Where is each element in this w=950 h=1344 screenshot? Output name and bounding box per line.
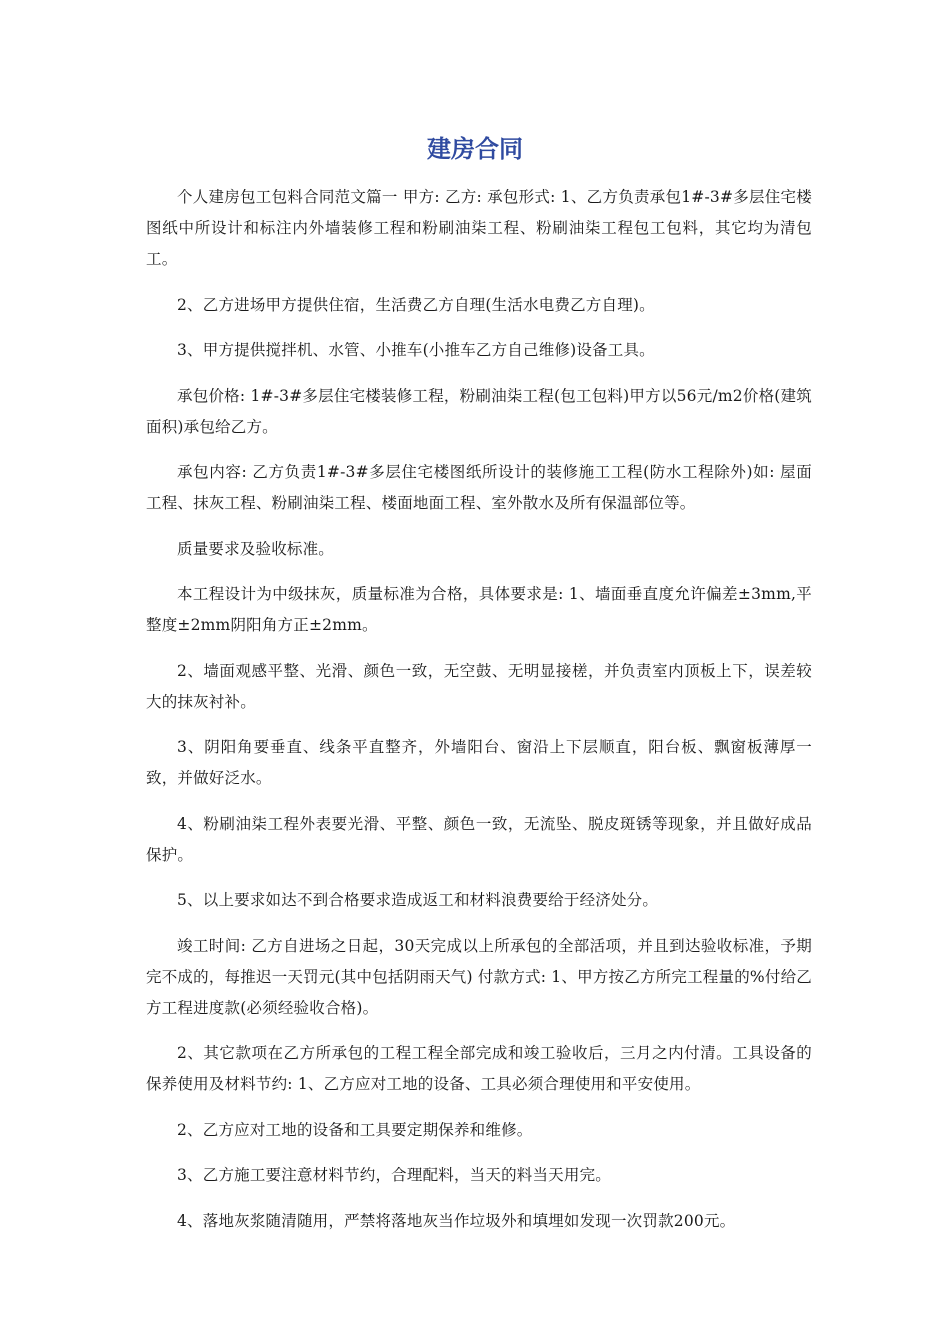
paragraph-contract-scope: 承包内容: 乙方负责1#-3#多层住宅楼图纸所设计的装修施工工程(防水工程除外)如: 屋面工程、抹灰工程、粉刷油柒工程、楼面地面工程、室外散水及所有保温部位等。 xyxy=(146,463,812,512)
paragraph-quality-heading: 质量要求及验收标准。 xyxy=(177,539,335,558)
paragraph-contract-price: 承包价格: 1#-3#多层住宅楼装修工程，粉刷油柒工程(包工包料)甲方以56元/m2价格(建筑面积)承包给乙方。 xyxy=(146,386,812,436)
paragraph-maintenance: 2、乙方应对工地的设备和工具要定期保养和维修。 xyxy=(177,1120,533,1139)
paragraph-material-saving: 3、乙方施工要注意材料节约，合理配料，当天的料当天用完。 xyxy=(177,1166,611,1184)
paragraph-corners: 3、阴阳角要垂直、线条平直整齐，外墙阳台、窗沿上下层顺直，阳台板、飘窗板薄厚一致，并做好泛水。 xyxy=(146,738,812,787)
paragraph-paint-work: 4、粉刷油柒工程外表要光滑、平整、颜色一致，无流坠、脱皮斑锈等现象，并且做好成品保护。 xyxy=(146,814,812,864)
document-body xyxy=(146,182,812,1251)
paragraph-accommodation: 2、乙方进场甲方提供住宿，生活费乙方自理(生活水电费乙方自理)。 xyxy=(177,295,655,314)
paragraph-rework-penalty: 5、以上要求如达不到合格要求造成返工和材料浪费要给于经济处分。 xyxy=(177,891,659,909)
paragraph-wall-appearance: 2、墙面观感平整、光滑、颜色一致，无空鼓、无明显接槎，并负责室内顶板上下，误差较大的抹灰衬补。 xyxy=(146,661,812,711)
paragraph-completion-payment: 竣工时间: 乙方自进场之日起，30天完成以上所承包的全部活项，并且到达验收标准，予期完不成的，每推迟一天罚元(其中包括阴雨天气) 付款方式: 1、甲方按乙方所完工程量的%付给乙方工程进度款(必须经验收合格)。 xyxy=(146,936,812,1017)
paragraph-mortar-cleanup: 4、落地灰浆随清随用，严禁将落地灰当作垃圾外和填埋如发现一次罚款200元。 xyxy=(177,1211,736,1230)
paragraph-equipment: 3、甲方提供搅拌机、水管、小推车(小推车乙方自己维修)设备工具。 xyxy=(177,341,655,359)
paragraph-remaining-payment: 2、其它款项在乙方所承包的工程工程全部完成和竣工验收后，三月之内付清。工具设备的保养使用及材料节约: 1、乙方应对工地的设备、工具必须合理使用和平安使用。 xyxy=(146,1044,812,1093)
paragraph-quality-standard: 本工程设计为中级抹灰，质量标准为合格，具体要求是: 1、墙面垂直度允许偏差±3mm,平整度±2mm阴阳角方正±2mm。 xyxy=(146,585,812,634)
paragraph-intro: 个人建房包工包料合同范文篇一 甲方: 乙方: 承包形式: 1、乙方负责承包1#-3#多层住宅楼图纸中所设计和标注内外墙装修工程和粉刷油柒工程、粉刷油柒工程包工包料，其它均为清包工。 xyxy=(146,188,812,268)
document-title: 建房合同 xyxy=(427,135,523,163)
